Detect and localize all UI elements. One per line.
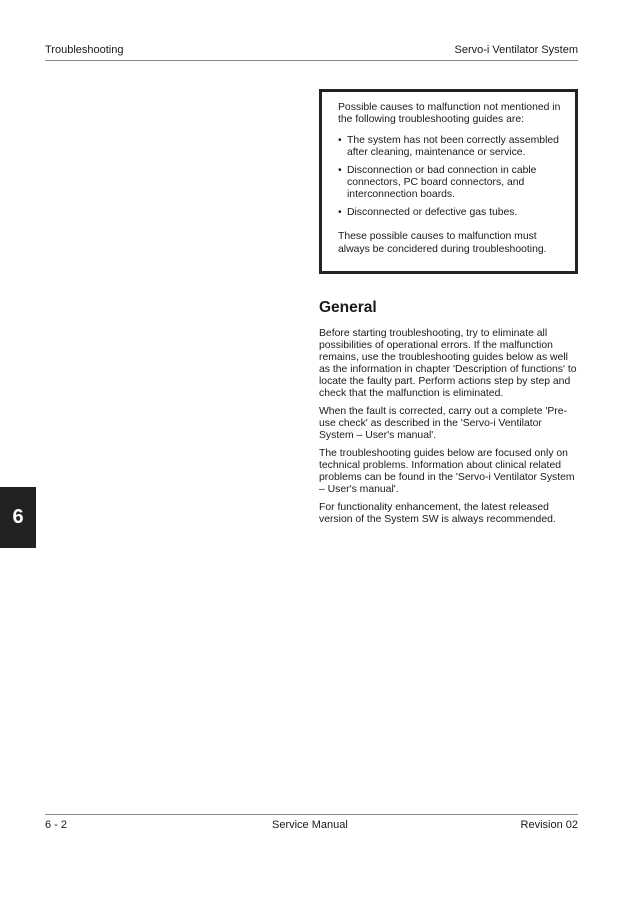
general-section [319,298,579,532]
footer-revision: Revision 02 [520,819,578,831]
chapter-tab: 6 [0,487,36,548]
running-header-title: Servo-i Ventilator System [454,44,578,56]
notice-bullet: • The system has not been correctly assembled after cleaning, maintenance or service. [338,135,567,160]
header-divider [45,60,578,61]
section-paragraph: When the fault is corrected, carry out a complete 'Pre-use check' as described in the 'Servo-i Ventilator System – User's manual'. [319,406,568,441]
footer-divider [45,814,578,815]
notice-bullet-list [338,135,567,219]
section-paragraph: For functionality enhancement, the latest released version of the System SW is always recommended. [319,502,556,525]
malfunction-notice-box [319,89,578,274]
notice-intro: Possible causes to malfunction not mentioned in the following troubleshooting guides are: [338,102,561,126]
notice-bullet: • Disconnection or bad connection in cable connectors, PC board connectors, and interconnection boards. [338,165,567,202]
section-paragraph: Before starting troubleshooting, try to eliminate all possibilities of operational errors. If the malfunction remains, use the troubleshooting guides below as well as the information in chapter 'Description of functions' to locate the faulty part. Perform actions step by step and check that the malfunction is eliminated. [319,328,577,399]
running-header-section: Troubleshooting [45,44,124,56]
footer-document-title: Service Manual [272,819,348,831]
page-number: 6 - 2 [45,819,68,831]
section-heading: General [319,299,377,316]
notice-closing: These possible causes to malfunction must always be concidered during troubleshooting. [338,231,547,255]
section-paragraph: The troubleshooting guides below are focused only on technical problems. Information about clinical related problems can be found in the 'Servo-i Ventilator System – User's manual'. [319,448,575,495]
notice-bullet: • Disconnected or defective gas tubes. [338,207,567,219]
